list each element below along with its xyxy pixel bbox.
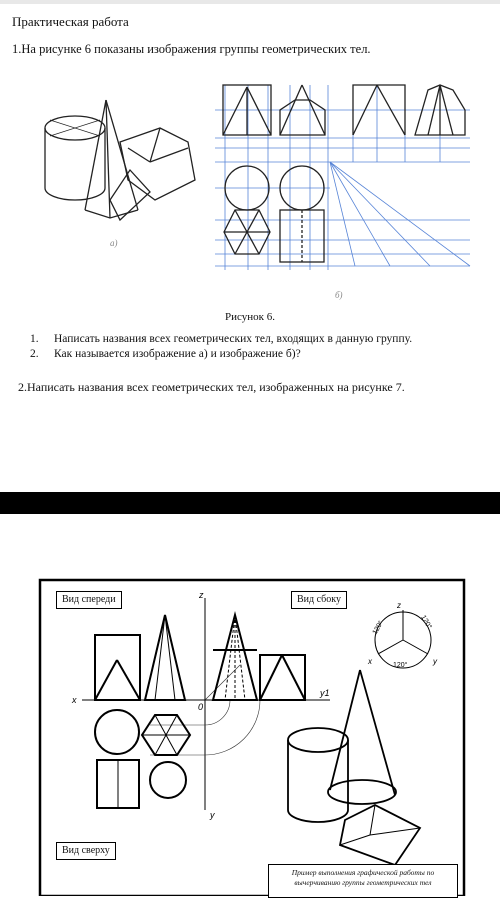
question-2: 2.Написать названия всех геометрических тел, изображенных на рисунке 7. (18, 380, 405, 394)
task-list (30, 333, 412, 363)
figure-7-caption-line-1: Пример выполнения графической работы по (291, 868, 435, 877)
gauge-angle-left: 120° (371, 619, 385, 636)
origin-label: 0 (198, 702, 204, 712)
gauge-x-label: x (368, 657, 372, 666)
top-strip (0, 0, 500, 4)
figure-6-caption: Рисунок 6. (225, 311, 275, 323)
task-text: Как называется изображение а) и изображение б)? (54, 348, 301, 360)
axis-y1-label: y1 (320, 688, 330, 698)
task-item-1 (30, 333, 412, 345)
side-view-label: Вид сбоку (291, 591, 347, 609)
figure-7-caption (268, 864, 458, 898)
task-text: Написать названия всех геометрических тел, входящих в данную группу. (54, 333, 413, 345)
axis-y-label: y (210, 810, 215, 820)
page-title: Практическая работа (12, 14, 129, 29)
page-divider (0, 492, 500, 514)
task-number: 2. (30, 348, 39, 360)
front-view-label: Вид спереди (56, 591, 122, 609)
axis-x-label: x (72, 695, 77, 705)
gauge-z-label: z (397, 601, 401, 610)
question-1: 1.На рисунке 6 показаны изображения группы геометрических тел. (12, 42, 371, 56)
figure-6b-label: б) (335, 290, 343, 300)
axis-z-label: z (199, 590, 204, 600)
gauge-y-label: y (433, 657, 437, 666)
top-view-label: Вид сверху (56, 842, 116, 860)
task-item-2 (30, 348, 412, 360)
figure-6b-projections (215, 85, 470, 270)
gauge-angle-bottom: 120° (393, 662, 408, 669)
figure-6a-isometric (45, 100, 195, 220)
task-number: 1. (30, 333, 39, 345)
figure-6a-label: а) (110, 238, 118, 248)
figure-6 (10, 70, 490, 305)
gauge-angle-right: 120° (419, 614, 433, 631)
figure-7-caption-line-2: вычерчиванию группы геометрических тел (294, 878, 432, 887)
